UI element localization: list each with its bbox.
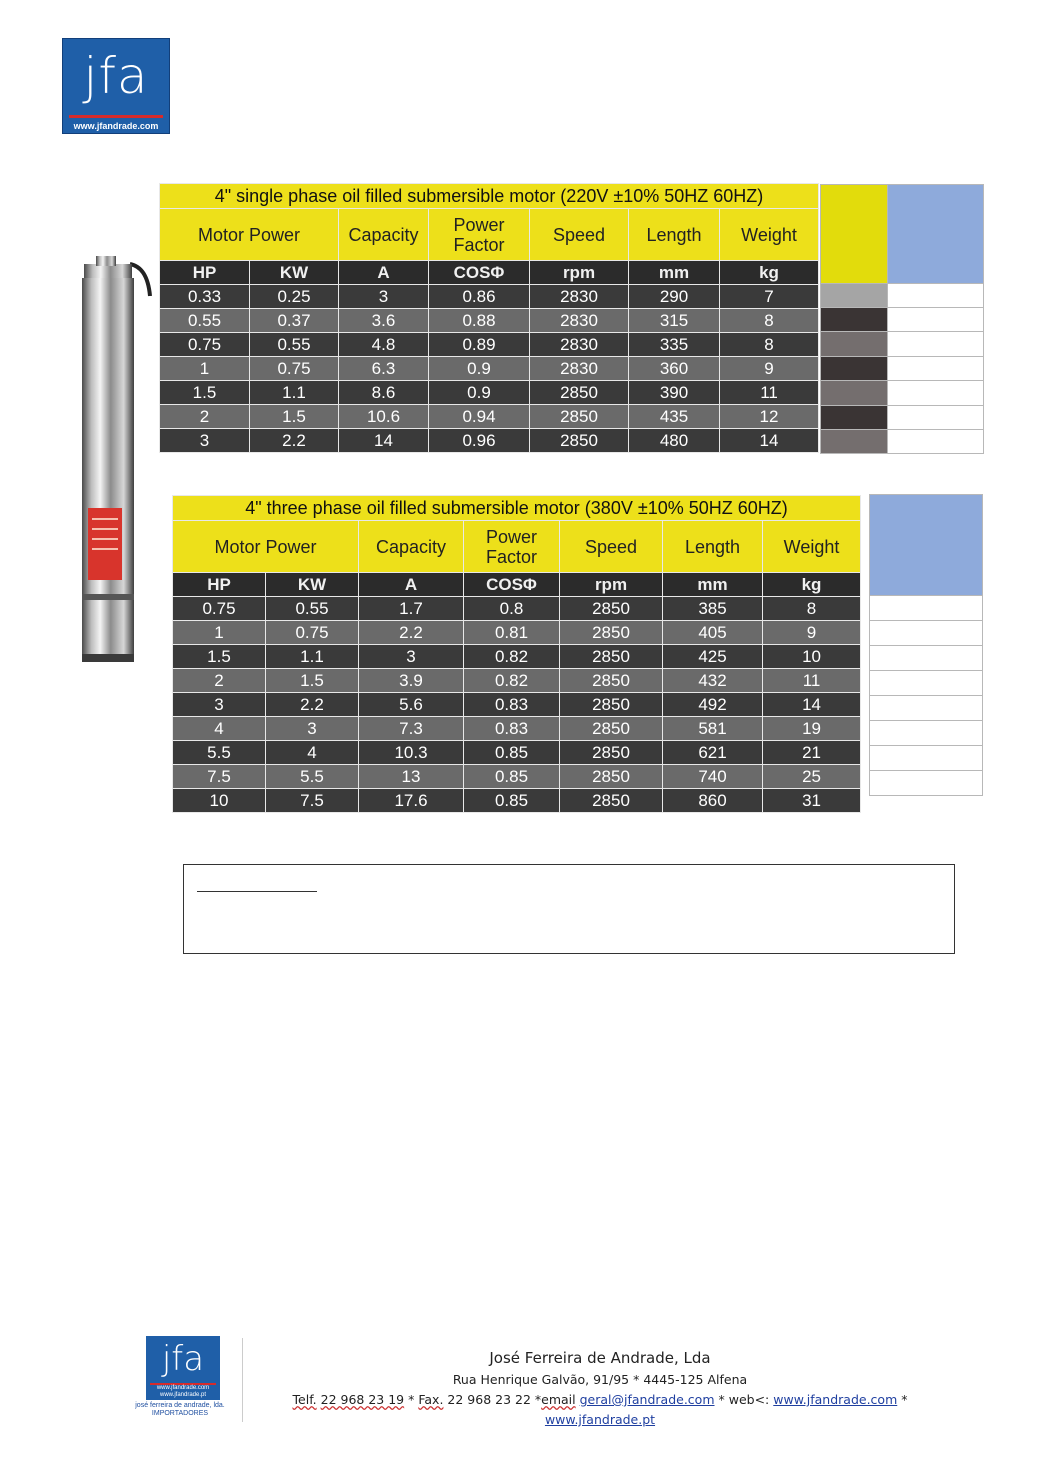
table-cell: 1.5 bbox=[160, 381, 250, 405]
table-cell: 2850 bbox=[560, 741, 663, 765]
footer-contact bbox=[250, 1346, 950, 1430]
phone-number: 22 968 23 19 bbox=[320, 1392, 405, 1407]
motor-band bbox=[82, 594, 134, 600]
table-cell: 0.8 bbox=[464, 597, 560, 621]
table-cell: 2850 bbox=[560, 597, 663, 621]
table-row bbox=[173, 621, 861, 645]
table-cell: 315 bbox=[629, 309, 720, 333]
table-cell: 10.6 bbox=[339, 405, 429, 429]
table-cell: 2830 bbox=[530, 309, 629, 333]
footer-logo-sub: IMPORTADORES bbox=[151, 1410, 209, 1417]
table-cell: 0.75 bbox=[250, 357, 339, 381]
table-cell: 25 bbox=[763, 765, 861, 789]
table-row bbox=[173, 741, 861, 765]
side-empty-cell bbox=[870, 596, 983, 621]
three-phase-spec-table bbox=[172, 495, 861, 813]
table-cell: 0.96 bbox=[429, 429, 530, 453]
table-cell: 0.86 bbox=[429, 285, 530, 309]
motor-body bbox=[82, 278, 134, 658]
separator: * bbox=[408, 1392, 415, 1407]
three-phase-side-column bbox=[869, 494, 983, 796]
side-empty-cell bbox=[888, 381, 984, 406]
separator: * bbox=[901, 1392, 908, 1407]
table-cell: 5.6 bbox=[359, 693, 464, 717]
table-cell: 5.5 bbox=[266, 765, 359, 789]
separator: * bbox=[534, 1392, 542, 1407]
unit-rpm: rpm bbox=[560, 573, 663, 597]
footer-divider bbox=[242, 1338, 243, 1422]
table-cell: 12 bbox=[720, 405, 819, 429]
table-cell: 1 bbox=[173, 621, 266, 645]
table-cell: 0.55 bbox=[250, 333, 339, 357]
table-cell: 8.6 bbox=[339, 381, 429, 405]
table-cell: 14 bbox=[763, 693, 861, 717]
table-cell: 8 bbox=[720, 309, 819, 333]
table-cell: 435 bbox=[629, 405, 720, 429]
single-phase-title: 4" single phase oil filled submersible motor (220V ±10% 50HZ 60HZ) bbox=[160, 184, 819, 209]
table-cell: 492 bbox=[663, 693, 763, 717]
table-cell: 4 bbox=[266, 741, 359, 765]
table-cell: 3.6 bbox=[339, 309, 429, 333]
footer-logo-company: josé ferreira de andrade, lda. bbox=[135, 1402, 225, 1409]
table-cell: 7.5 bbox=[266, 789, 359, 813]
side-header-blue bbox=[870, 495, 983, 596]
table-row bbox=[173, 717, 861, 741]
header-power-factor-line1: Power bbox=[453, 214, 505, 235]
header-power-factor-line1: Power bbox=[485, 526, 538, 547]
side-empty-cell bbox=[870, 771, 983, 796]
email-link[interactable]: geral@jfandrade.com bbox=[579, 1392, 715, 1407]
table-cell: 31 bbox=[763, 789, 861, 813]
table-cell: 2850 bbox=[560, 789, 663, 813]
table-row bbox=[173, 645, 861, 669]
table-row bbox=[160, 429, 819, 453]
footer-logo-url-1: www.jfandrade.com bbox=[156, 1385, 210, 1391]
table-cell: 621 bbox=[663, 741, 763, 765]
table-row bbox=[160, 357, 819, 381]
table-cell: 2850 bbox=[530, 405, 629, 429]
unit-kw: KW bbox=[250, 261, 339, 285]
table-cell: 2830 bbox=[530, 333, 629, 357]
logo-url: www.jfandrade.com bbox=[73, 121, 159, 131]
motor-shaft bbox=[96, 256, 116, 266]
table-cell: 8 bbox=[720, 333, 819, 357]
table-cell: 0.85 bbox=[464, 741, 560, 765]
side-swatch bbox=[821, 406, 888, 430]
header-speed: Speed bbox=[530, 209, 629, 261]
footer-company-name: José Ferreira de Andrade, Lda bbox=[489, 1349, 711, 1367]
side-swatch bbox=[821, 284, 888, 308]
table-cell: 3 bbox=[359, 645, 464, 669]
side-empty-cell bbox=[870, 746, 983, 771]
single-phase-side-columns bbox=[820, 184, 984, 454]
phone-label: Telf. bbox=[292, 1392, 317, 1407]
unit-cos: COSΦ bbox=[464, 573, 560, 597]
side-empty-cell bbox=[870, 621, 983, 646]
table-cell: 2850 bbox=[560, 669, 663, 693]
table-cell: 5.5 bbox=[173, 741, 266, 765]
footer-logo-caption bbox=[118, 1402, 242, 1418]
table-cell: 432 bbox=[663, 669, 763, 693]
table-cell: 0.82 bbox=[464, 669, 560, 693]
header-power-factor bbox=[464, 521, 560, 573]
unit-hp: HP bbox=[173, 573, 266, 597]
logo-letters: jfa bbox=[83, 47, 149, 105]
side-swatch bbox=[821, 332, 888, 357]
table-cell: 0.94 bbox=[429, 405, 530, 429]
motor-top-cap bbox=[84, 264, 132, 280]
fax-number: 22 968 23 22 bbox=[447, 1392, 531, 1407]
side-empty-cell bbox=[888, 406, 984, 430]
table-cell: 425 bbox=[663, 645, 763, 669]
side-empty-cell bbox=[870, 696, 983, 721]
table-cell: 0.88 bbox=[429, 309, 530, 333]
side-empty-cell bbox=[870, 646, 983, 671]
unit-kw: KW bbox=[266, 573, 359, 597]
unit-mm: mm bbox=[663, 573, 763, 597]
table-cell: 1.5 bbox=[250, 405, 339, 429]
table-cell: 2850 bbox=[530, 381, 629, 405]
unit-kg: kg bbox=[763, 573, 861, 597]
submersible-motor-image bbox=[78, 256, 158, 666]
table-cell: 0.33 bbox=[160, 285, 250, 309]
table-cell: 2850 bbox=[530, 429, 629, 453]
table-cell: 11 bbox=[720, 381, 819, 405]
table-cell: 2.2 bbox=[359, 621, 464, 645]
table-cell: 2850 bbox=[560, 645, 663, 669]
side-header-blue bbox=[888, 185, 984, 284]
header-power-factor-line2: Factor bbox=[485, 546, 537, 567]
table-cell: 19 bbox=[763, 717, 861, 741]
table-cell: 2 bbox=[160, 405, 250, 429]
table-cell: 13 bbox=[359, 765, 464, 789]
unit-kg: kg bbox=[720, 261, 819, 285]
table-cell: 290 bbox=[629, 285, 720, 309]
unit-mm: mm bbox=[629, 261, 720, 285]
table-cell: 0.75 bbox=[173, 597, 266, 621]
table-cell: 360 bbox=[629, 357, 720, 381]
table-cell: 7.3 bbox=[359, 717, 464, 741]
side-header-yellow bbox=[821, 185, 888, 284]
header-weight: Weight bbox=[763, 521, 861, 573]
table-cell: 3 bbox=[160, 429, 250, 453]
table-row bbox=[173, 669, 861, 693]
table-row bbox=[173, 597, 861, 621]
unit-cos: COSΦ bbox=[429, 261, 530, 285]
table-cell: 385 bbox=[663, 597, 763, 621]
table-cell: 7 bbox=[720, 285, 819, 309]
header-length: Length bbox=[629, 209, 720, 261]
side-swatch bbox=[821, 357, 888, 381]
table-cell: 10.3 bbox=[359, 741, 464, 765]
table-cell: 335 bbox=[629, 333, 720, 357]
fax-label: Fax. bbox=[418, 1392, 444, 1407]
table-cell: 0.9 bbox=[429, 357, 530, 381]
side-swatch bbox=[821, 430, 888, 454]
table-cell: 0.85 bbox=[464, 765, 560, 789]
table-cell: 3.9 bbox=[359, 669, 464, 693]
unit-a: A bbox=[339, 261, 429, 285]
table-cell: 9 bbox=[763, 621, 861, 645]
table-cell: 4.8 bbox=[339, 333, 429, 357]
logo-red-line bbox=[69, 115, 163, 118]
table-cell: 2 bbox=[173, 669, 266, 693]
company-logo bbox=[62, 38, 170, 134]
table-cell: 14 bbox=[720, 429, 819, 453]
table-cell: 860 bbox=[663, 789, 763, 813]
table-cell: 390 bbox=[629, 381, 720, 405]
table-cell: 6.3 bbox=[339, 357, 429, 381]
table-cell: 11 bbox=[763, 669, 861, 693]
side-swatch bbox=[821, 381, 888, 406]
table-row bbox=[160, 381, 819, 405]
web-label: web<: bbox=[728, 1392, 770, 1407]
note-underline bbox=[197, 891, 317, 892]
table-cell: 1.1 bbox=[266, 645, 359, 669]
footer-web-line bbox=[250, 1410, 950, 1430]
footer-logo-letters: jfa bbox=[161, 1339, 205, 1379]
motor-base bbox=[82, 654, 134, 662]
table-cell: 7.5 bbox=[173, 765, 266, 789]
table-cell: 2850 bbox=[560, 693, 663, 717]
table-cell: 1.5 bbox=[266, 669, 359, 693]
side-empty-cell bbox=[888, 308, 984, 332]
table-cell: 0.37 bbox=[250, 309, 339, 333]
table-cell: 0.75 bbox=[266, 621, 359, 645]
three-phase-title: 4" three phase oil filled submersible motor (380V ±10% 50HZ 60HZ) bbox=[173, 496, 861, 521]
side-empty-cell bbox=[870, 721, 983, 746]
separator: * bbox=[718, 1392, 725, 1407]
table-cell: 0.83 bbox=[464, 717, 560, 741]
table-row bbox=[160, 333, 819, 357]
table-cell: 3 bbox=[339, 285, 429, 309]
table-cell: 1 bbox=[160, 357, 250, 381]
table-cell: 10 bbox=[763, 645, 861, 669]
table-cell: 0.55 bbox=[266, 597, 359, 621]
unit-hp: HP bbox=[160, 261, 250, 285]
side-empty-cell bbox=[888, 332, 984, 357]
side-empty-cell bbox=[870, 671, 983, 696]
table-cell: 0.55 bbox=[160, 309, 250, 333]
table-cell: 0.85 bbox=[464, 789, 560, 813]
note-box bbox=[183, 864, 955, 954]
table-cell: 9 bbox=[720, 357, 819, 381]
table-cell: 1.7 bbox=[359, 597, 464, 621]
table-cell: 480 bbox=[629, 429, 720, 453]
side-swatch bbox=[821, 308, 888, 332]
header-motor-power: Motor Power bbox=[160, 209, 339, 261]
side-empty-cell bbox=[888, 430, 984, 454]
single-phase-spec-table bbox=[159, 183, 819, 453]
table-cell: 10 bbox=[173, 789, 266, 813]
unit-rpm: rpm bbox=[530, 261, 629, 285]
header-weight: Weight bbox=[720, 209, 819, 261]
table-cell: 2830 bbox=[530, 357, 629, 381]
table-cell: 3 bbox=[266, 717, 359, 741]
header-capacity: Capacity bbox=[359, 521, 464, 573]
table-cell: 405 bbox=[663, 621, 763, 645]
footer-logo bbox=[118, 1336, 242, 1416]
table-cell: 21 bbox=[763, 741, 861, 765]
table-cell: 2.2 bbox=[250, 429, 339, 453]
footer-logo-urls bbox=[146, 1385, 220, 1399]
header-power-factor bbox=[429, 209, 530, 261]
table-row bbox=[173, 765, 861, 789]
table-cell: 1.1 bbox=[250, 381, 339, 405]
side-empty-cell bbox=[888, 284, 984, 308]
table-row bbox=[160, 309, 819, 333]
footer-logo-url-2: www.jfandrade.pt bbox=[159, 1392, 207, 1398]
table-cell: 0.75 bbox=[160, 333, 250, 357]
table-cell: 2850 bbox=[560, 765, 663, 789]
table-cell: 2850 bbox=[560, 717, 663, 741]
table-cell: 1.5 bbox=[173, 645, 266, 669]
table-cell: 0.81 bbox=[464, 621, 560, 645]
table-row bbox=[160, 285, 819, 309]
table-row bbox=[173, 789, 861, 813]
table-cell: 14 bbox=[339, 429, 429, 453]
table-cell: 740 bbox=[663, 765, 763, 789]
table-cell: 0.82 bbox=[464, 645, 560, 669]
footer-logo-box bbox=[146, 1336, 220, 1400]
header-motor-power: Motor Power bbox=[173, 521, 359, 573]
side-empty-cell bbox=[888, 357, 984, 381]
table-cell: 0.9 bbox=[429, 381, 530, 405]
table-row bbox=[173, 693, 861, 717]
table-cell: 0.89 bbox=[429, 333, 530, 357]
table-cell: 4 bbox=[173, 717, 266, 741]
web-link-com[interactable]: www.jfandrade.com bbox=[773, 1392, 898, 1407]
table-cell: 2.2 bbox=[266, 693, 359, 717]
table-cell: 0.25 bbox=[250, 285, 339, 309]
footer-contacts-line bbox=[250, 1390, 950, 1410]
table-cell: 8 bbox=[763, 597, 861, 621]
table-cell: 2850 bbox=[560, 621, 663, 645]
header-capacity: Capacity bbox=[339, 209, 429, 261]
table-cell: 3 bbox=[173, 693, 266, 717]
table-cell: 581 bbox=[663, 717, 763, 741]
header-length: Length bbox=[663, 521, 763, 573]
footer-address: Rua Henrique Galvão, 91/95 * 4445-125 Alfena bbox=[452, 1372, 748, 1387]
table-cell: 17.6 bbox=[359, 789, 464, 813]
header-speed: Speed bbox=[560, 521, 663, 573]
table-cell: 0.83 bbox=[464, 693, 560, 717]
email-label: email bbox=[541, 1392, 576, 1407]
unit-a: A bbox=[359, 573, 464, 597]
table-row bbox=[160, 405, 819, 429]
table-cell: 2830 bbox=[530, 285, 629, 309]
header-power-factor-line2: Factor bbox=[453, 234, 505, 255]
web-link-pt[interactable]: www.jfandrade.pt bbox=[544, 1412, 656, 1427]
